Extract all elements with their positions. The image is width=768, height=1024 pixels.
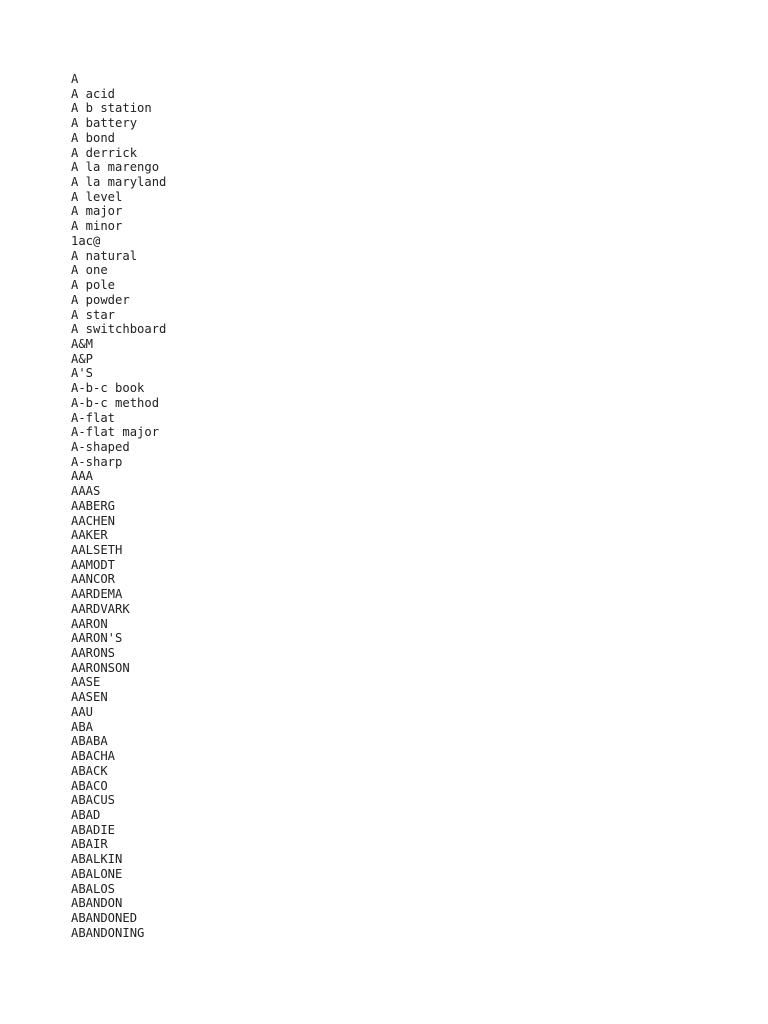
word-entry: AASEN <box>71 690 108 705</box>
word-entry: A la marengo <box>71 160 160 175</box>
word-entry: A switchboard <box>71 322 167 337</box>
word-entry: ABALONE <box>71 866 123 881</box>
word-entry: A derrick <box>71 145 138 160</box>
word-entry: ABA <box>71 719 94 734</box>
word-entry: A major <box>71 204 123 219</box>
word-entry: AAMODT <box>71 557 116 572</box>
word-entry: A acid <box>71 86 116 101</box>
word-entry: A&P <box>71 351 94 366</box>
word-entry: ABADIE <box>71 822 116 837</box>
word-entry: AARON <box>71 616 108 631</box>
word-entry: A battery <box>71 116 138 131</box>
word-entry: AAAS <box>71 484 101 499</box>
word-entry: AACHEN <box>71 513 116 528</box>
word-entry: ABABA <box>71 734 108 749</box>
word-entry: ABACUS <box>71 793 116 808</box>
word-entry: ABAD <box>71 807 101 822</box>
word-entry: A-b-c book <box>71 381 145 396</box>
word-entry: ABACHA <box>71 749 116 764</box>
word-entry: ABANDONING <box>71 925 145 940</box>
word-entry: A pole <box>71 278 116 293</box>
word-entry: ABANDON <box>71 896 123 911</box>
word-entry: AALSETH <box>71 543 123 557</box>
word-entry: ABALKIN <box>71 852 123 867</box>
word-entry: ABACO <box>71 778 108 793</box>
word-entry: A powder <box>71 292 130 307</box>
word-entry: AARONSON <box>71 660 130 675</box>
word-entry: A-flat major <box>71 425 160 440</box>
word-entry: A-b-c method <box>71 395 160 410</box>
word-entry: ABANDONED <box>71 910 138 925</box>
word-entry: A level <box>71 189 123 204</box>
word-entry: AANCOR <box>71 572 116 587</box>
word-entry: A&M <box>71 336 94 351</box>
word-entry: A natural <box>71 248 138 263</box>
word-entry: 1ac@ <box>71 233 101 248</box>
word-entry: A bond <box>71 130 116 145</box>
word-entry: A la maryland <box>71 175 167 190</box>
word-entry: A-flat <box>71 410 116 425</box>
word-list <box>71 72 166 940</box>
word-entry: AAKER <box>71 528 108 543</box>
word-entry: A one <box>71 263 108 278</box>
word-entry: AABERG <box>71 498 116 513</box>
word-entry: A <box>71 72 79 86</box>
word-entry: ABALOS <box>71 881 116 896</box>
word-entry: A star <box>71 307 116 322</box>
word-entry: A'S <box>71 366 94 381</box>
word-entry: ABAIR <box>71 837 108 852</box>
word-entry: AASE <box>71 675 101 690</box>
word-entry: AAU <box>71 704 94 719</box>
word-entry: A b station <box>71 101 152 116</box>
word-entry: AARONS <box>71 646 116 661</box>
word-entry: ABACK <box>71 763 108 778</box>
word-entry: AARON'S <box>71 631 123 646</box>
word-entry: A-sharp <box>71 454 123 469</box>
word-entry: A-shaped <box>71 439 130 454</box>
word-entry: AAA <box>71 469 94 484</box>
word-entry: AARDVARK <box>71 601 130 616</box>
word-entry: A minor <box>71 219 123 234</box>
word-entry: AARDEMA <box>71 587 123 602</box>
